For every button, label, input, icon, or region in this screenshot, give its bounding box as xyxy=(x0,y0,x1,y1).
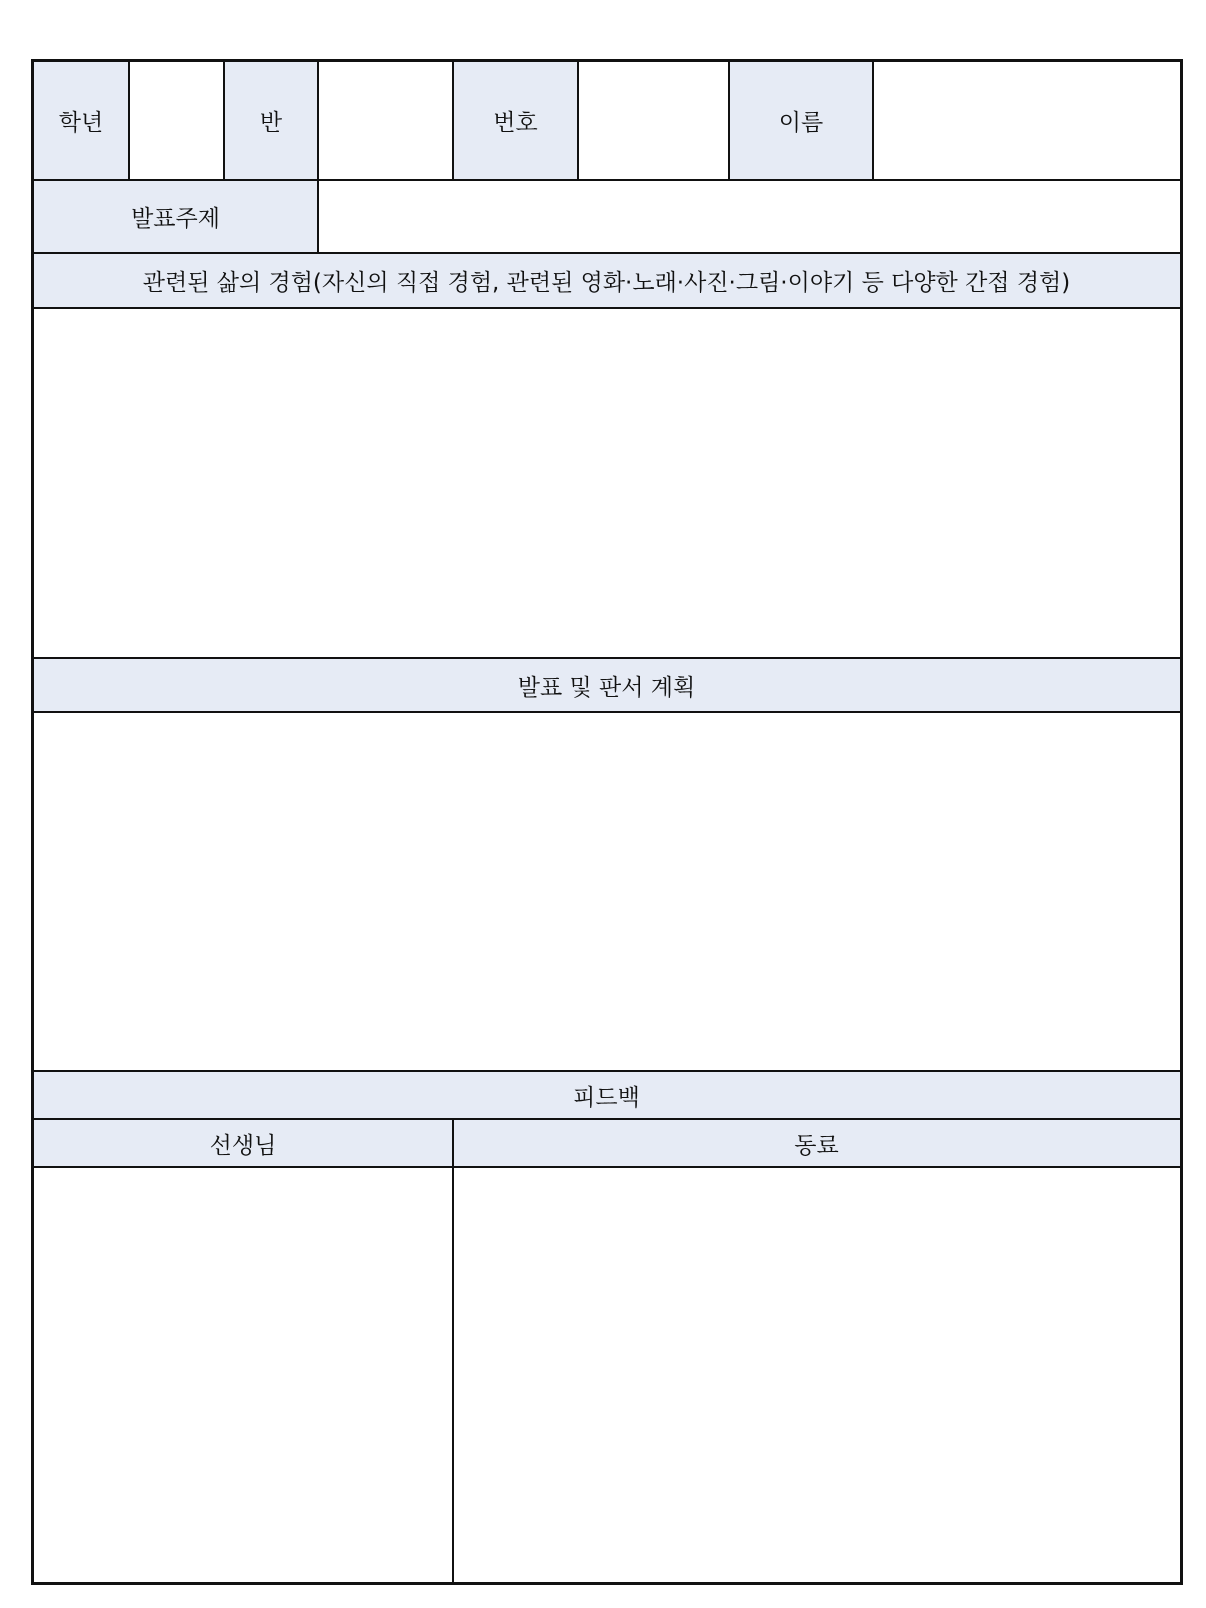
peer-label: 동료 xyxy=(453,1119,1180,1167)
divider-line xyxy=(33,1118,1180,1120)
experience-heading: 관련된 삶의 경험(자신의 직접 경험, 관련된 영화·노래·사진·그림·이야기 등 다양한 간접 경험) xyxy=(33,253,1180,308)
plan-heading: 발표 및 판서 계획 xyxy=(33,658,1180,712)
divider-line xyxy=(452,61,454,180)
divider-line xyxy=(33,179,1180,181)
peer-feedback-area[interactable] xyxy=(453,1167,1180,1582)
grade-label: 학년 xyxy=(33,61,129,180)
topic-label: 발표주제 xyxy=(33,180,318,253)
teacher-label: 선생님 xyxy=(33,1119,453,1167)
feedback-heading: 피드백 xyxy=(33,1071,1180,1119)
class-field[interactable] xyxy=(318,61,453,180)
divider-line xyxy=(33,1070,1180,1072)
class-label: 반 xyxy=(224,61,318,180)
number-label: 번호 xyxy=(453,61,578,180)
divider-line xyxy=(33,307,1180,309)
divider-line xyxy=(577,61,579,180)
divider-line xyxy=(317,61,319,253)
topic-field[interactable] xyxy=(318,180,1180,253)
divider-line xyxy=(33,1166,1180,1168)
teacher-feedback-area[interactable] xyxy=(33,1167,453,1582)
divider-line xyxy=(452,1119,454,1582)
divider-line xyxy=(33,252,1180,254)
grade-field[interactable] xyxy=(129,61,224,180)
divider-line xyxy=(33,657,1180,659)
experience-content-area[interactable] xyxy=(33,308,1180,658)
plan-content-area[interactable] xyxy=(33,712,1180,1071)
name-label: 이름 xyxy=(729,61,873,180)
number-field[interactable] xyxy=(578,61,729,180)
divider-line xyxy=(728,61,730,180)
divider-line xyxy=(223,61,225,180)
divider-line xyxy=(872,61,874,180)
name-field[interactable] xyxy=(873,61,1180,180)
divider-line xyxy=(33,711,1180,713)
divider-line xyxy=(128,61,130,180)
